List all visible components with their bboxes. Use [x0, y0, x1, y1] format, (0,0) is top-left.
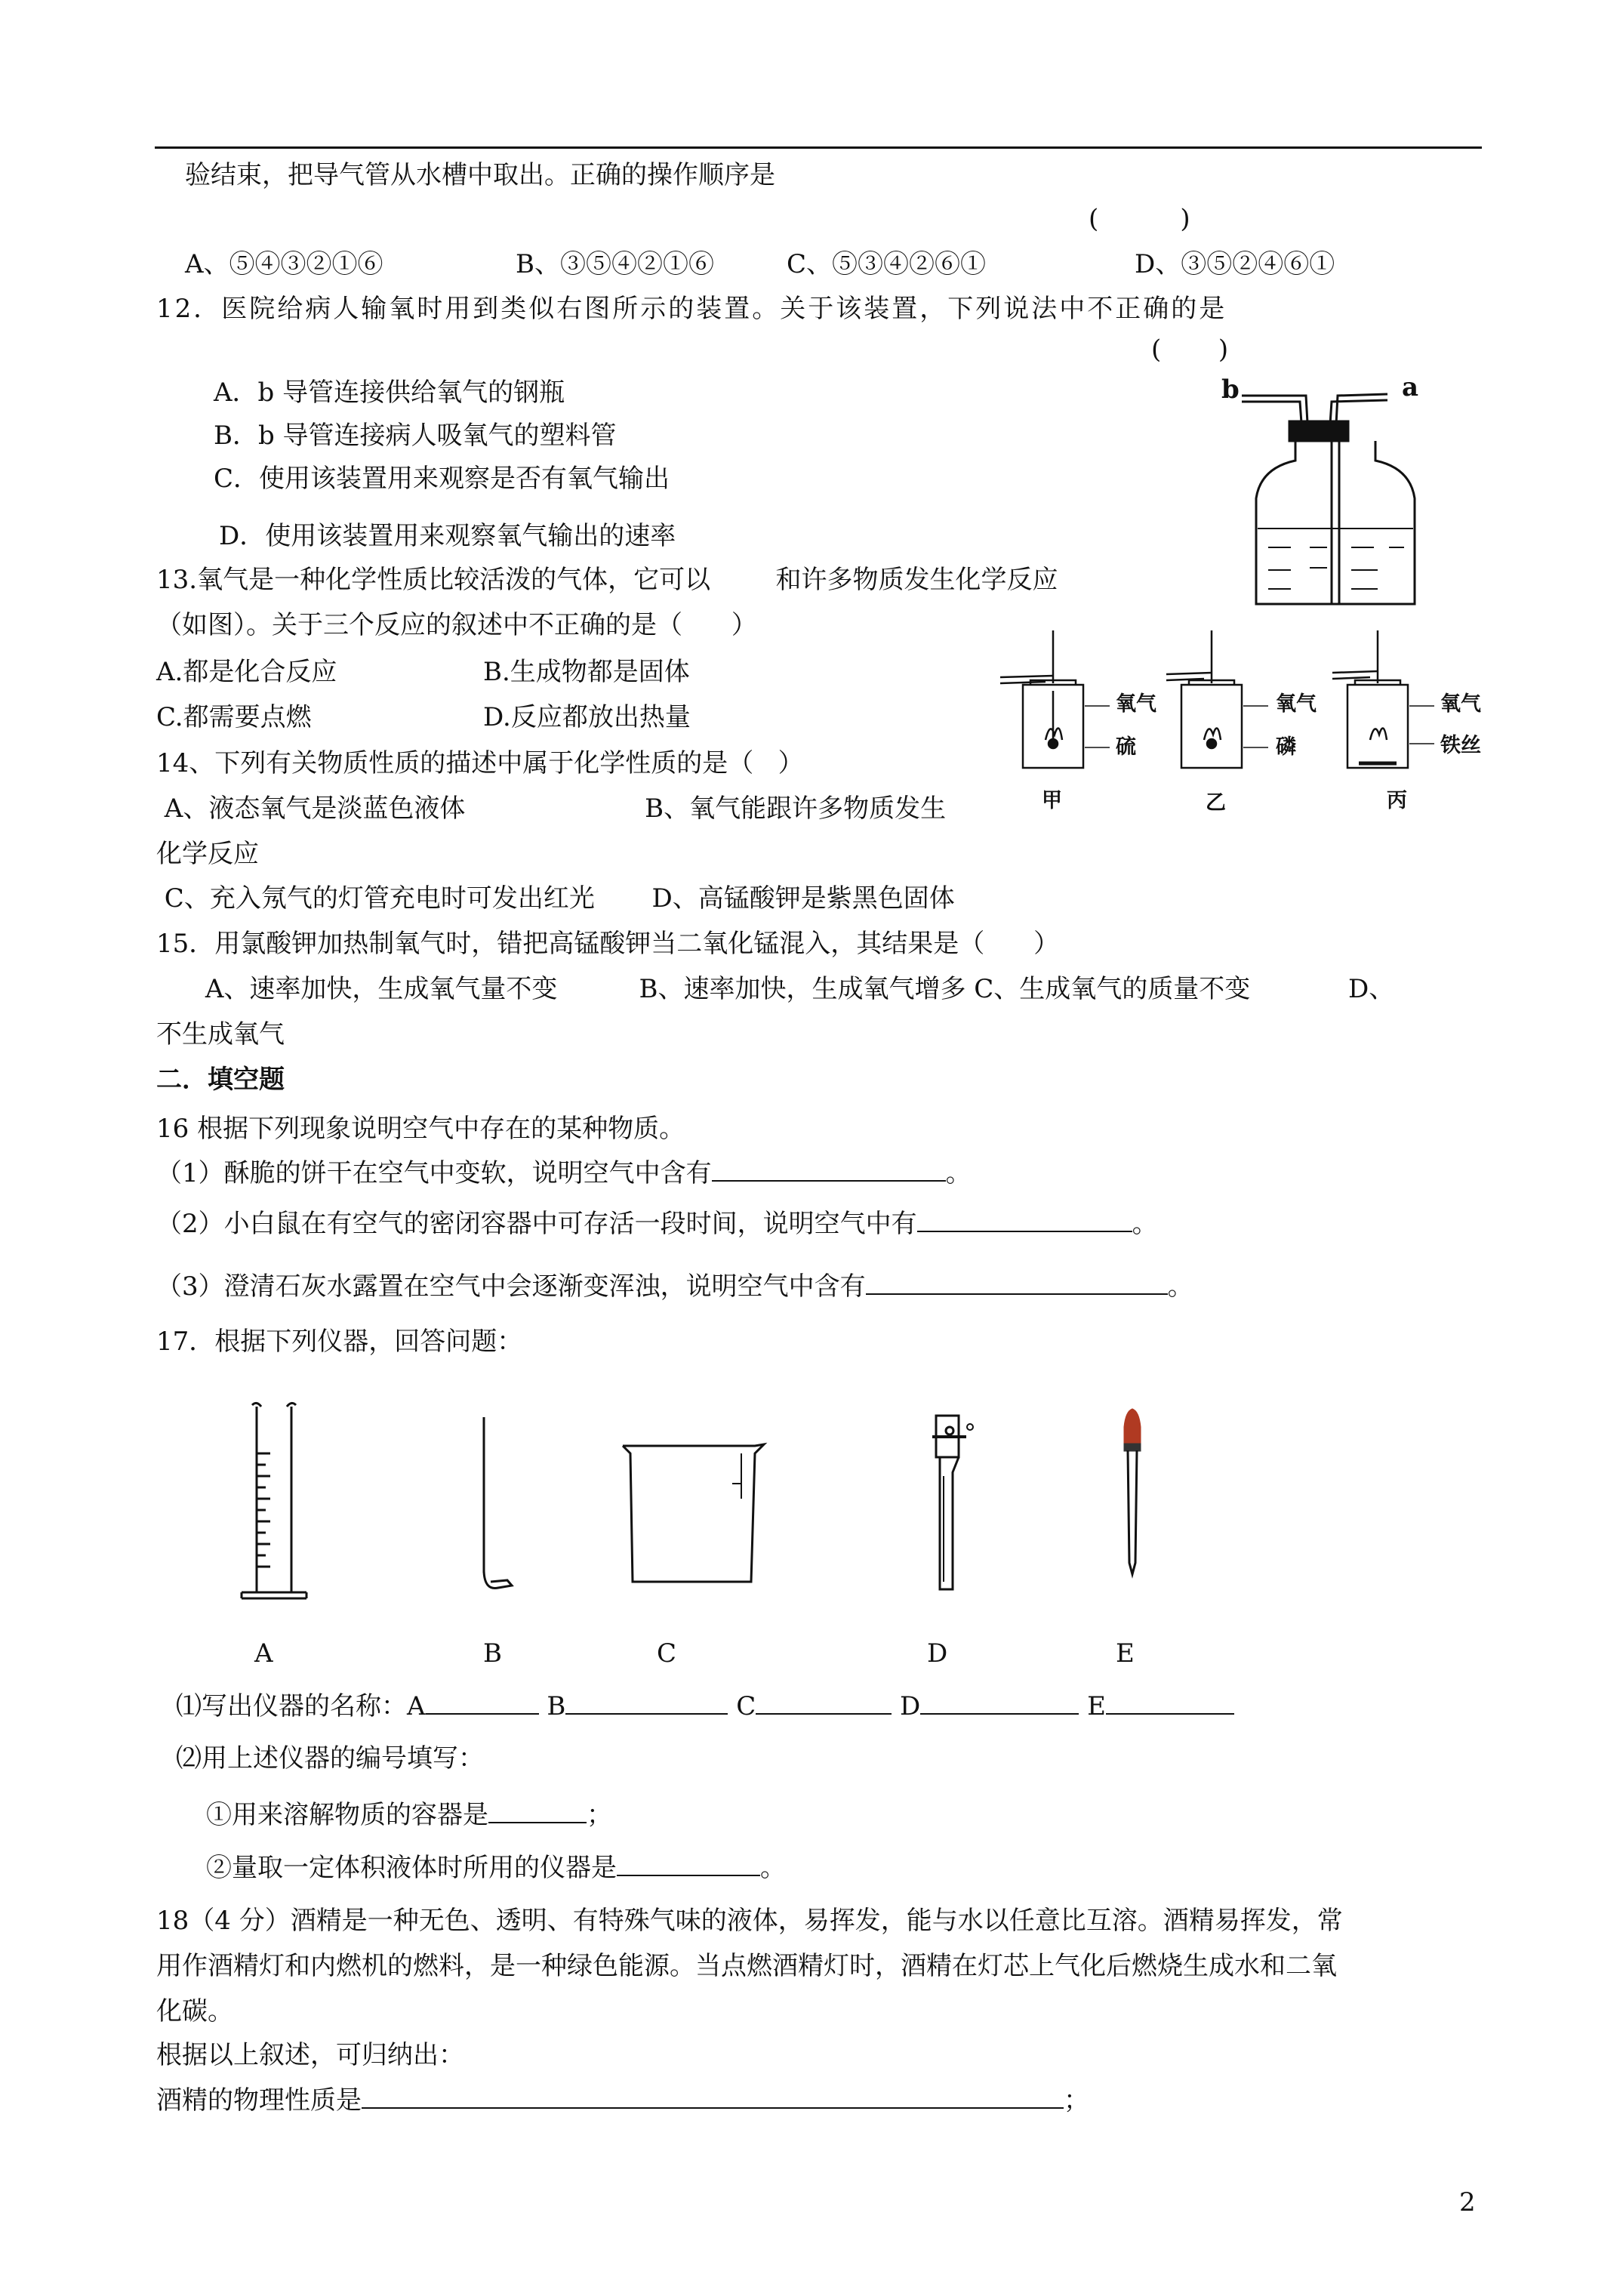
- q17-name-d-label: D: [900, 1691, 921, 1721]
- instrument-label-e: E: [1116, 1638, 1135, 1669]
- q16-item-1-text: （1）酥脆的饼干在空气中变软，说明空气中含有: [156, 1158, 712, 1188]
- q13-option-c: C.都需要点燃: [156, 702, 312, 732]
- q15-stem: 15．用氯酸钾加热制氧气时，错把高锰酸钾当二氧化锰混入，其结果是（ ）: [156, 929, 1060, 959]
- q17-blank-e[interactable]: [1106, 1690, 1234, 1715]
- q15-options-cont: 不生成氧气: [156, 1019, 285, 1049]
- q17-name-line: [176, 1690, 1234, 1721]
- q18-line3: 化碳。: [156, 1996, 233, 2026]
- q14-options-ab-cont: 化学反应: [156, 839, 259, 869]
- q18-line5: [156, 2085, 1089, 2116]
- page-number: 2: [1459, 2187, 1476, 2217]
- q12-answer-paren: ( ): [1151, 334, 1229, 365]
- fig-label-a: a: [1402, 372, 1419, 402]
- fig-oxygen-3: 氧气: [1440, 692, 1481, 716]
- fig-oxygen-2: 氧气: [1276, 692, 1317, 716]
- q16-blank-1[interactable]: [712, 1157, 946, 1182]
- fig-label-bing: 丙: [1387, 789, 1407, 812]
- q17-part2-item2: [206, 1852, 786, 1883]
- q15-options: A、速率加快，生成氧气量不变 B、速率加快，生成氧气增多 C、生成氧气的质量不变 D、: [156, 974, 1395, 1004]
- q13-option-d: D.反应都放出热量: [483, 702, 691, 732]
- q12-option-a: A．b 导管连接供给氧气的钢瓶: [214, 378, 565, 408]
- q16-blank-3[interactable]: [866, 1271, 1168, 1295]
- q18-line4: 根据以上叙述，可归纳出：: [156, 2040, 464, 2070]
- instrument-label-a: A: [254, 1638, 273, 1669]
- q17-name-e-label: E: [1087, 1691, 1106, 1721]
- q16-item-2-text: （2）小白鼠在有空气的密闭容器中可存活一段时间，说明空气中有: [156, 1209, 917, 1239]
- q12-option-c: C．使用该装置用来观察是否有氧气输出: [214, 464, 670, 494]
- combustion-spoon-icon: [484, 1417, 512, 1589]
- q18-line2: 用作酒精灯和内燃机的燃料，是一种绿色能源。当点燃酒精灯时，酒精在灯芯上气化后燃烧生成水和二氧: [156, 1951, 1337, 1981]
- instrument-label-c: C: [657, 1638, 677, 1669]
- q14-options-ab: A、液态氧气是淡蓝色液体 B、氧气能跟许多物质发生: [156, 794, 947, 824]
- q16-item-2: [156, 1208, 1158, 1239]
- q11-option-a: A、⑤④③②①⑥: [185, 249, 383, 279]
- q17-blank-a[interactable]: [426, 1690, 539, 1715]
- q11-option-d: D、③⑤②④⑥①: [1135, 249, 1335, 279]
- q16-item-2-end: 。: [1132, 1209, 1158, 1239]
- fig-sulfur: 硫: [1116, 735, 1136, 759]
- q17-item2-text: ②量取一定体积液体时所用的仪器是: [206, 1853, 617, 1883]
- gas-washing-bottle-figure: [1238, 378, 1434, 612]
- q17-blank-b[interactable]: [565, 1690, 728, 1715]
- q16-item-1-end: 。: [945, 1158, 972, 1188]
- q17-item2-end: 。: [760, 1853, 786, 1883]
- fig-iron-wire: 铁丝: [1440, 734, 1481, 757]
- q18-line5-end: ；: [1064, 2085, 1089, 2116]
- q13-option-b: B.生成物都是固体: [483, 657, 690, 687]
- q16-item-3: [156, 1271, 1193, 1302]
- instrument-label-d: D: [927, 1638, 948, 1669]
- q17-stem: 17．根据下列仪器，回答问题：: [156, 1327, 523, 1357]
- q17-item1-text: ①用来溶解物质的容器是: [206, 1800, 488, 1830]
- header-rule: [155, 146, 1482, 149]
- beaker-icon: [623, 1444, 764, 1582]
- q11-option-b: B、③⑤④②①⑥: [516, 249, 714, 279]
- q13-option-a: A.都是化合反应: [156, 657, 337, 687]
- q17-name-a-label: A: [407, 1691, 426, 1721]
- graduated-cylinder-icon: [242, 1403, 306, 1598]
- q17-blank-measure[interactable]: [617, 1852, 760, 1876]
- q13-stem-line2: （如图）。关于三个反应的叙述中不正确的是（ ）: [156, 610, 757, 640]
- q13-stem-line1: 13.氧气是一种化学性质比较活泼的气体，它可以 和许多物质发生化学反应: [156, 565, 1058, 595]
- dropper-icon: [1125, 1410, 1140, 1574]
- q17-part1-text: ⑴写出仪器的名称：: [176, 1691, 407, 1721]
- q17-item1-end: ；: [587, 1800, 612, 1830]
- q16-blank-2[interactable]: [917, 1208, 1132, 1232]
- q18-blank-physical-properties[interactable]: [362, 2085, 1064, 2109]
- fig-oxygen-1: 氧气: [1116, 692, 1156, 716]
- q16-item-1: [156, 1157, 972, 1188]
- q17-part2-item1: [206, 1799, 612, 1830]
- q16-item-3-text: （3）澄清石灰水露置在空气中会逐渐变浑浊，说明空气中含有: [156, 1271, 866, 1302]
- q17-blank-c[interactable]: [756, 1690, 892, 1715]
- q17-name-c-label: C: [736, 1691, 756, 1721]
- q16-item-3-end: 。: [1167, 1271, 1193, 1302]
- fig-label-yi: 乙: [1206, 791, 1226, 815]
- q17-part2: ⑵用上述仪器的编号填写：: [176, 1743, 484, 1774]
- q18-physical-properties-text: 酒精的物理性质是: [156, 2085, 362, 2116]
- q11-answer-paren: ( ): [1089, 204, 1190, 234]
- q14-stem: 14、下列有关物质性质的描述中属于化学性质的是（ ）: [156, 748, 804, 778]
- q18-line1: 18（4 分）酒精是一种无色、透明、有特殊气味的液体，易挥发，能与水以任意比互溶。酒精易挥发，常: [156, 1906, 1343, 1936]
- fig-label-b: b: [1221, 374, 1240, 405]
- q12-stem: 12．医院给病人输氧时用到类似右图所示的装置。关于该装置，下列说法中不正确的是: [156, 294, 1227, 324]
- instrument-label-b: B: [483, 1638, 502, 1669]
- q11-continuation: 验结束，把导气管从水槽中取出。正确的操作顺序是: [185, 160, 775, 190]
- q17-blank-d[interactable]: [920, 1690, 1079, 1715]
- q17-blank-dissolve[interactable]: [488, 1799, 587, 1823]
- fig-label-jia: 甲: [1042, 789, 1062, 812]
- combustion-bottles-figure: [1000, 630, 1498, 781]
- q12-option-d: D．使用该装置用来观察氧气输出的速率: [219, 521, 676, 551]
- q14-options-cd: C、充入氖气的灯管充电时可发出红光 D、高锰酸钾是紫黑色固体: [156, 883, 955, 914]
- instruments-figure: [234, 1401, 1215, 1612]
- test-tube-holder-icon: [932, 1416, 973, 1589]
- section-fill-in-heading: 二．填空题: [156, 1065, 285, 1095]
- q11-option-c: C、⑤③④②⑥①: [787, 249, 987, 279]
- q17-name-b-label: B: [547, 1691, 566, 1721]
- fig-phosphorus: 磷: [1276, 735, 1296, 759]
- q12-option-b: B．b 导管连接病人吸氧气的塑料管: [214, 421, 617, 451]
- q16-stem: 16 根据下列现象说明空气中存在的某种物质。: [156, 1114, 685, 1144]
